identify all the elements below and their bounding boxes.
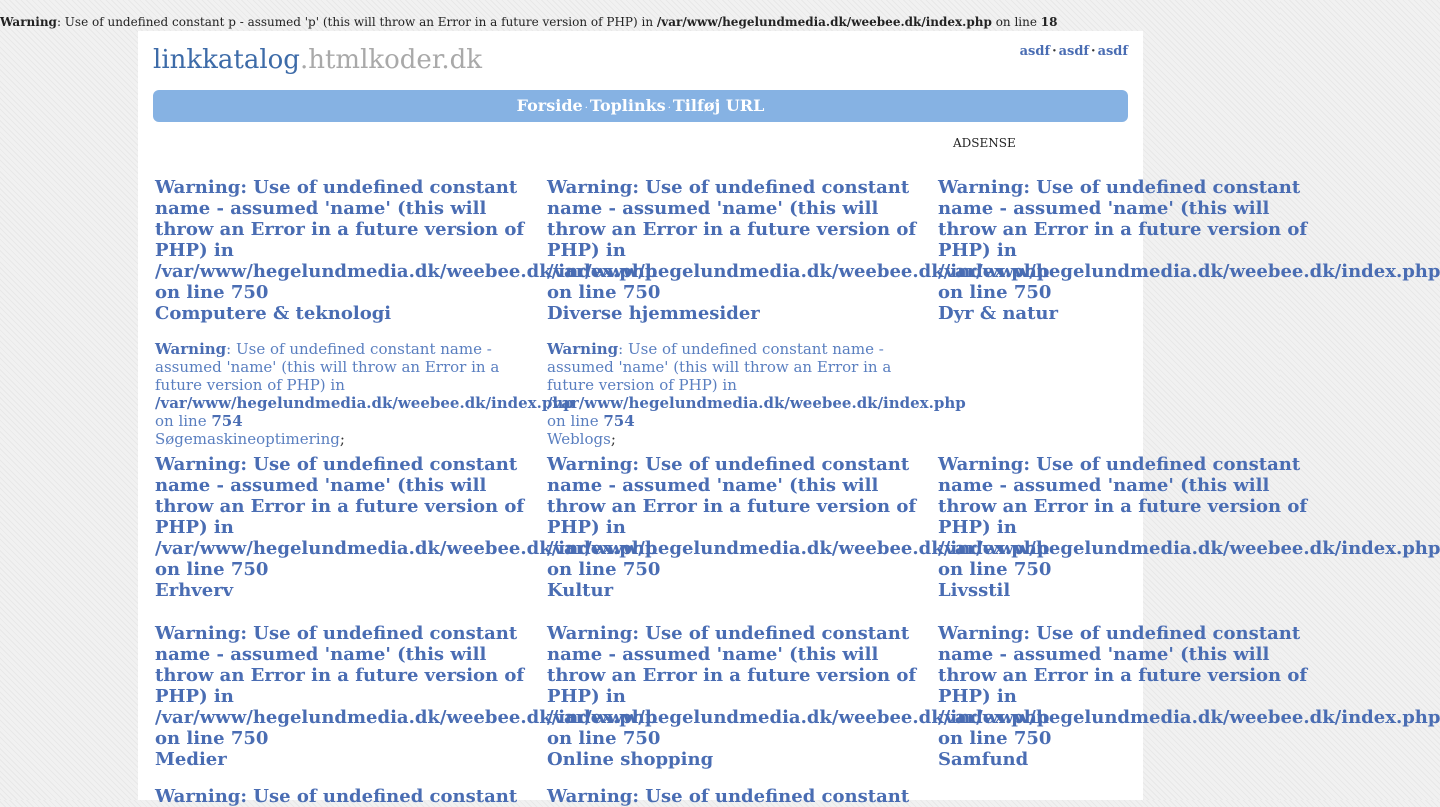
category-item <box>938 454 1440 601</box>
category-warning: Warning: Use of undefined constant name - assumed 'name' (this will throw an Error in a future version of PHP) in /var/www/hegelundmedia.dk/weebee.dk/index.php on line 750 <box>938 623 1440 749</box>
category-warning: Warning: Use of undefined constant name - assumed 'name' (this will throw an Error in a future version of PHP) in /var/www/hegelundmedia.dk/weebee.dk/index.php on line 750 <box>155 454 658 580</box>
warning-text: : Use of undefined constant p - assumed 'p' (this will throw an Error in a future version of PHP) in <box>56 15 657 29</box>
sub-warning-label: Warning <box>547 340 619 358</box>
warning-path: /var/www/hegelundmedia.dk/weebee.dk/index.php <box>656 15 992 29</box>
sub-warning-path: /var/www/hegelundmedia.dk/weebee.dk/index.php <box>155 394 574 412</box>
logo-domain-text: .htmlkoder.dk <box>299 45 483 75</box>
category-warning: Warning: Use of undefined constant name - assumed 'name' (this will throw an Error in a future version of PHP) in /var/www/hegelundmedia.dk/weebee.dk/index.php on line 750 <box>155 177 658 303</box>
category-warning: Warning: Use of undefined constant name - assumed 'name' (this will throw an Error in a future version of PHP) in /var/www/hegelundmedia.dk/weebee.dk/index.php on line 750 <box>547 454 1050 580</box>
warning-label: Warning <box>0 15 57 29</box>
semicolon: ; <box>610 430 616 448</box>
subcategory-link[interactable]: Søgemaskineoptimering <box>155 430 340 448</box>
logo-main-text: linkkatalog <box>153 45 300 75</box>
sub-warning-text: : Use of undefined constant name - assumed 'name' (this will throw an Error in a future version of PHP) in <box>155 340 500 394</box>
category-link[interactable]: Samfund <box>938 749 1029 770</box>
category-link[interactable]: Online shopping <box>547 749 714 770</box>
nav-tilfoej-url[interactable]: Tilføj URL <box>672 96 765 115</box>
header-link-separator: · <box>1052 44 1057 59</box>
page-container <box>138 31 1440 807</box>
category-warning: Warning: Use of undefined constant name - assumed 'name' (this will throw an Error in a future version of PHP) in /var/www/hegelundmedia.dk/weebee.dk/index.php on line 750 <box>547 177 1050 303</box>
category-link[interactable]: Diverse hjemmesider <box>547 303 760 324</box>
category-link[interactable]: Kultur <box>547 580 614 601</box>
header-link-2[interactable]: asdf <box>1058 44 1090 59</box>
nav-forside[interactable]: Forside <box>516 96 583 115</box>
category-warning-partial: Warning: Use of undefined constant <box>547 786 910 807</box>
adsense-placeholder: ADSENSE <box>953 136 1016 150</box>
sub-warning-line: 754 <box>603 412 635 430</box>
category-item-partial <box>155 786 547 807</box>
nav-separator: · <box>667 103 671 114</box>
category-warning-partial: Warning: Use of undefined constant <box>155 786 518 807</box>
category-item <box>938 623 1440 770</box>
nav-toplinks[interactable]: Toplinks <box>589 96 666 115</box>
category-warning: Warning: Use of undefined constant name - assumed 'name' (this will throw an Error in a future version of PHP) in /var/www/hegelundmedia.dk/weebee.dk/index.php on line 750 <box>155 623 658 749</box>
sub-warning-label: Warning <box>155 340 227 358</box>
header-link-1[interactable]: asdf <box>1019 44 1051 59</box>
subcategory-link[interactable]: Weblogs <box>547 430 611 448</box>
sub-warning-on-line: on line <box>155 412 212 430</box>
category-item-partial <box>547 786 939 807</box>
header-links <box>1020 44 1128 59</box>
main-nav <box>153 90 1128 122</box>
header-link-separator: · <box>1091 44 1096 59</box>
category-warning: Warning: Use of undefined constant name - assumed 'name' (this will throw an Error in a future version of PHP) in /var/www/hegelundmedia.dk/weebee.dk/index.php on line 750 <box>938 454 1440 580</box>
nav-separator: · <box>584 103 588 114</box>
warning-line-number: 18 <box>1040 15 1058 29</box>
category-item <box>938 177 1440 324</box>
category-link[interactable]: Livsstil <box>938 580 1011 601</box>
category-link[interactable]: Medier <box>155 749 227 770</box>
category-link[interactable]: Computere & teknologi <box>155 303 392 324</box>
semicolon: ; <box>339 430 345 448</box>
subcategory-block <box>155 340 574 448</box>
category-warning: Warning: Use of undefined constant name - assumed 'name' (this will throw an Error in a future version of PHP) in /var/www/hegelundmedia.dk/weebee.dk/index.php on line 750 <box>547 623 1050 749</box>
header-link-3[interactable]: asdf <box>1097 44 1128 59</box>
category-link[interactable]: Erhverv <box>155 580 234 601</box>
sub-warning-path: /var/www/hegelundmedia.dk/weebee.dk/index.php <box>547 394 966 412</box>
php-warning-banner <box>0 14 1057 30</box>
sub-warning-text: : Use of undefined constant name - assumed 'name' (this will throw an Error in a future version of PHP) in <box>547 340 892 394</box>
warning-on-line: on line <box>991 15 1041 29</box>
category-link[interactable]: Dyr & natur <box>938 303 1058 324</box>
site-logo[interactable] <box>153 43 482 77</box>
sub-warning-line: 754 <box>211 412 243 430</box>
subcategory-block <box>547 340 966 448</box>
category-warning: Warning: Use of undefined constant name - assumed 'name' (this will throw an Error in a future version of PHP) in /var/www/hegelundmedia.dk/weebee.dk/index.php on line 750 <box>938 177 1440 303</box>
sub-warning-on-line: on line <box>547 412 604 430</box>
